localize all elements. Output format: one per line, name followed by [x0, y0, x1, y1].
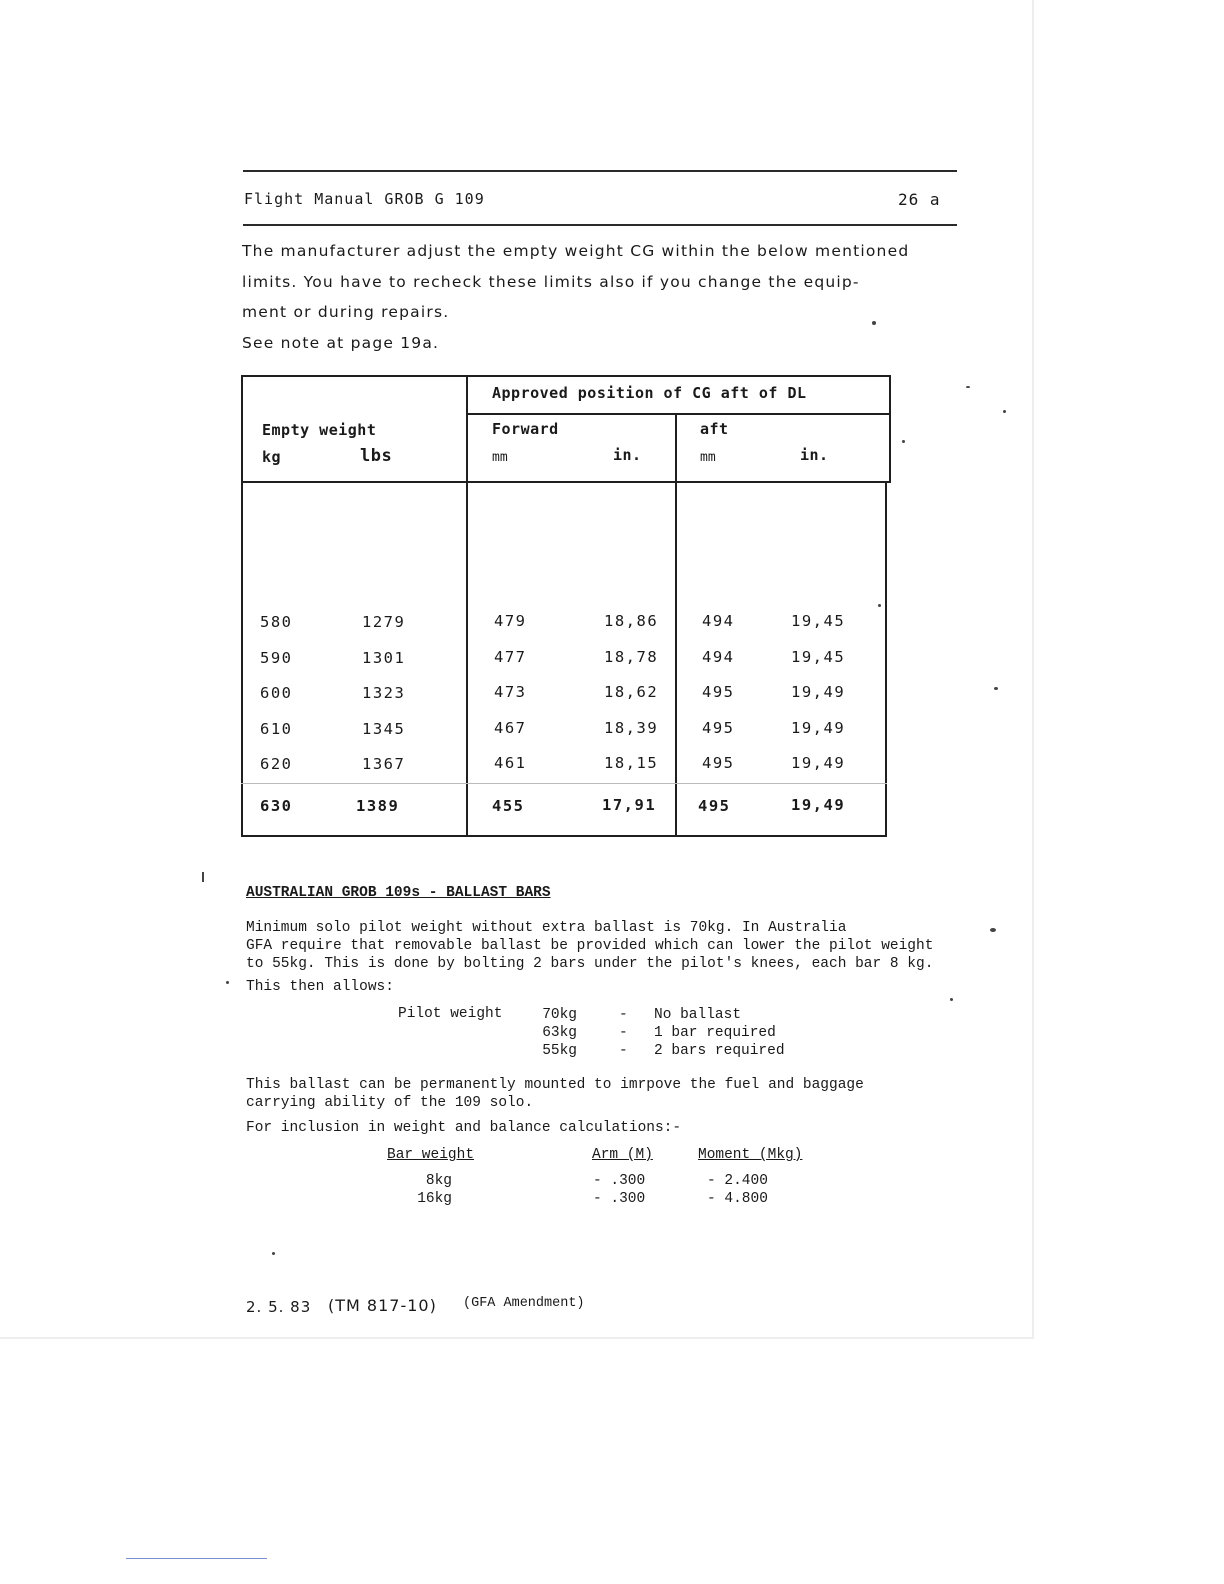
ballast-paragraph-1: [246, 919, 933, 973]
text-line: Minimum solo pilot weight without extra ballast is 70kg. In Australia: [246, 920, 847, 936]
text-line: carrying ability of the 109 solo.: [246, 1095, 534, 1111]
aft-mm-header: mm: [700, 450, 716, 465]
scan-speck: [272, 1252, 275, 1255]
row-lbs: 1345: [362, 720, 406, 738]
footer-tm: (TM 817-10): [328, 1296, 437, 1315]
allows-text: This then allows:: [246, 979, 394, 995]
approved-position-header: Approved position of CG aft of DL: [492, 384, 807, 402]
aft-header: aft: [700, 420, 729, 438]
bar-weight-values: [400, 1172, 452, 1208]
dash: -: [619, 1043, 628, 1059]
moment-values: [707, 1172, 768, 1208]
ballast-requirement: 1 bar required: [654, 1025, 776, 1041]
moment-value: - 4.800: [707, 1191, 768, 1207]
row-aft-in: 19,49: [791, 683, 846, 701]
row-fwd-mm: 467: [494, 719, 527, 737]
row-aft-in: 19,49: [791, 719, 846, 737]
row-fwd-in: 18,15: [604, 754, 659, 772]
row-aft-in: 19,45: [791, 648, 846, 666]
ballast-paragraph-2: [246, 1076, 864, 1112]
forward-header: Forward: [492, 420, 559, 438]
intro-line: See note at page 19a.: [242, 333, 440, 352]
footnote-rule: [126, 1558, 267, 1559]
row-aft-mm: 495: [702, 683, 735, 701]
scan-speck: [226, 981, 229, 984]
empty-weight-header: Empty weight: [262, 421, 377, 439]
ballast-requirement: No ballast: [654, 1007, 742, 1023]
scan-speck: [950, 998, 953, 1001]
row-lbs: 1389: [356, 797, 400, 815]
row-kg: 610: [260, 720, 293, 738]
pilot-weight-dashes: [619, 1006, 628, 1060]
bar-weight-value: 16kg: [417, 1191, 452, 1207]
bar-weight-value: 8kg: [425, 1173, 452, 1189]
ballast-requirements: [654, 1006, 785, 1060]
pilot-weight-value: 55kg: [542, 1043, 577, 1059]
scan-speck: [990, 928, 996, 932]
scan-speck: [994, 687, 998, 690]
row-fwd-mm: 479: [494, 612, 527, 630]
row-fwd-in: 18,62: [604, 683, 659, 701]
row-kg: 580: [260, 613, 293, 631]
fwd-mm-header: mm: [492, 450, 508, 465]
row-aft-mm: 495: [702, 719, 735, 737]
scan-page-edge: [1032, 0, 1034, 1338]
row-lbs: 1367: [362, 755, 406, 773]
inclusion-text: For inclusion in weight and balance calculations:-: [246, 1120, 682, 1136]
ballast-requirement: 2 bars required: [654, 1043, 785, 1059]
scan-speck: [902, 440, 905, 443]
row-fwd-in: 18,39: [604, 719, 659, 737]
row-aft-in: 19,49: [791, 754, 846, 772]
row-lbs: 1301: [362, 649, 406, 667]
fwd-in-header: in.: [613, 446, 642, 464]
lbs-header: lbs: [360, 446, 393, 466]
row-lbs: 1323: [362, 684, 406, 702]
pilot-weight-label: Pilot weight: [398, 1006, 503, 1022]
row-kg: 620: [260, 755, 293, 773]
arm-header: Arm (M): [592, 1147, 653, 1163]
row-kg: 630: [260, 797, 293, 815]
row-aft-in: 19,45: [791, 612, 846, 630]
arm-values: [593, 1172, 645, 1208]
pilot-weight-value: 70kg: [542, 1007, 577, 1023]
arm-value: - .300: [593, 1173, 646, 1189]
ballast-heading: AUSTRALIAN GROB 109s - BALLAST BARS: [246, 885, 551, 901]
arm-value: - .300: [593, 1191, 646, 1207]
intro-line: The manufacturer adjust the empty weight CG within the below mentioned: [242, 242, 910, 260]
row-fwd-mm: 477: [494, 648, 527, 666]
row-fwd-mm: 455: [492, 797, 525, 815]
row-fwd-in: 17,91: [602, 796, 657, 814]
row-fwd-mm: 461: [494, 754, 527, 772]
scan-speck: [1003, 410, 1006, 413]
dash: -: [619, 1007, 628, 1023]
dash: -: [619, 1025, 628, 1041]
row-fwd-in: 18,86: [604, 612, 659, 630]
scan-speck: [202, 872, 204, 882]
row-kg: 590: [260, 649, 293, 667]
aft-in-header: in.: [800, 446, 829, 464]
bar-weight-header: Bar weight: [387, 1147, 475, 1163]
moment-header: Moment (Mkg): [698, 1147, 803, 1163]
text-line: This ballast can be permanently mounted to imrpove the fuel and baggage: [246, 1077, 864, 1093]
kg-header: kg: [262, 448, 282, 466]
moment-value: - 2.400: [707, 1173, 768, 1189]
intro-line: limits. You have to recheck these limits also if you change the equip-: [242, 272, 860, 291]
row-fwd-mm: 473: [494, 683, 527, 701]
row-kg: 600: [260, 684, 293, 702]
pilot-weight-values: [537, 1006, 577, 1060]
scan-speck: [966, 386, 970, 388]
row-aft-mm: 495: [698, 797, 731, 815]
text-line: to 55kg. This is done by bolting 2 bars under the pilot's knees, each bar 8 kg.: [246, 956, 934, 972]
footer-amendment: (GFA Amendment): [463, 1296, 585, 1311]
intro-line: ment or during repairs.: [242, 303, 450, 321]
scan-page-edge: [0, 1337, 1034, 1339]
row-fwd-in: 18,78: [604, 648, 659, 666]
manual-title: Flight Manual GROB G 109: [244, 190, 485, 208]
page-number: 26 a: [898, 190, 941, 209]
row-aft-mm: 495: [702, 754, 735, 772]
scan-speck: [872, 321, 876, 325]
pilot-weight-value: 63kg: [542, 1025, 577, 1041]
row-aft-mm: 494: [702, 648, 735, 666]
footer-date: 2. 5. 83: [246, 1298, 312, 1316]
row-aft-mm: 494: [702, 612, 735, 630]
scan-speck: [878, 604, 881, 607]
row-aft-in: 19,49: [791, 796, 846, 814]
text-line: GFA require that removable ballast be provided which can lower the pilot weight: [246, 938, 934, 954]
row-lbs: 1279: [362, 613, 406, 631]
